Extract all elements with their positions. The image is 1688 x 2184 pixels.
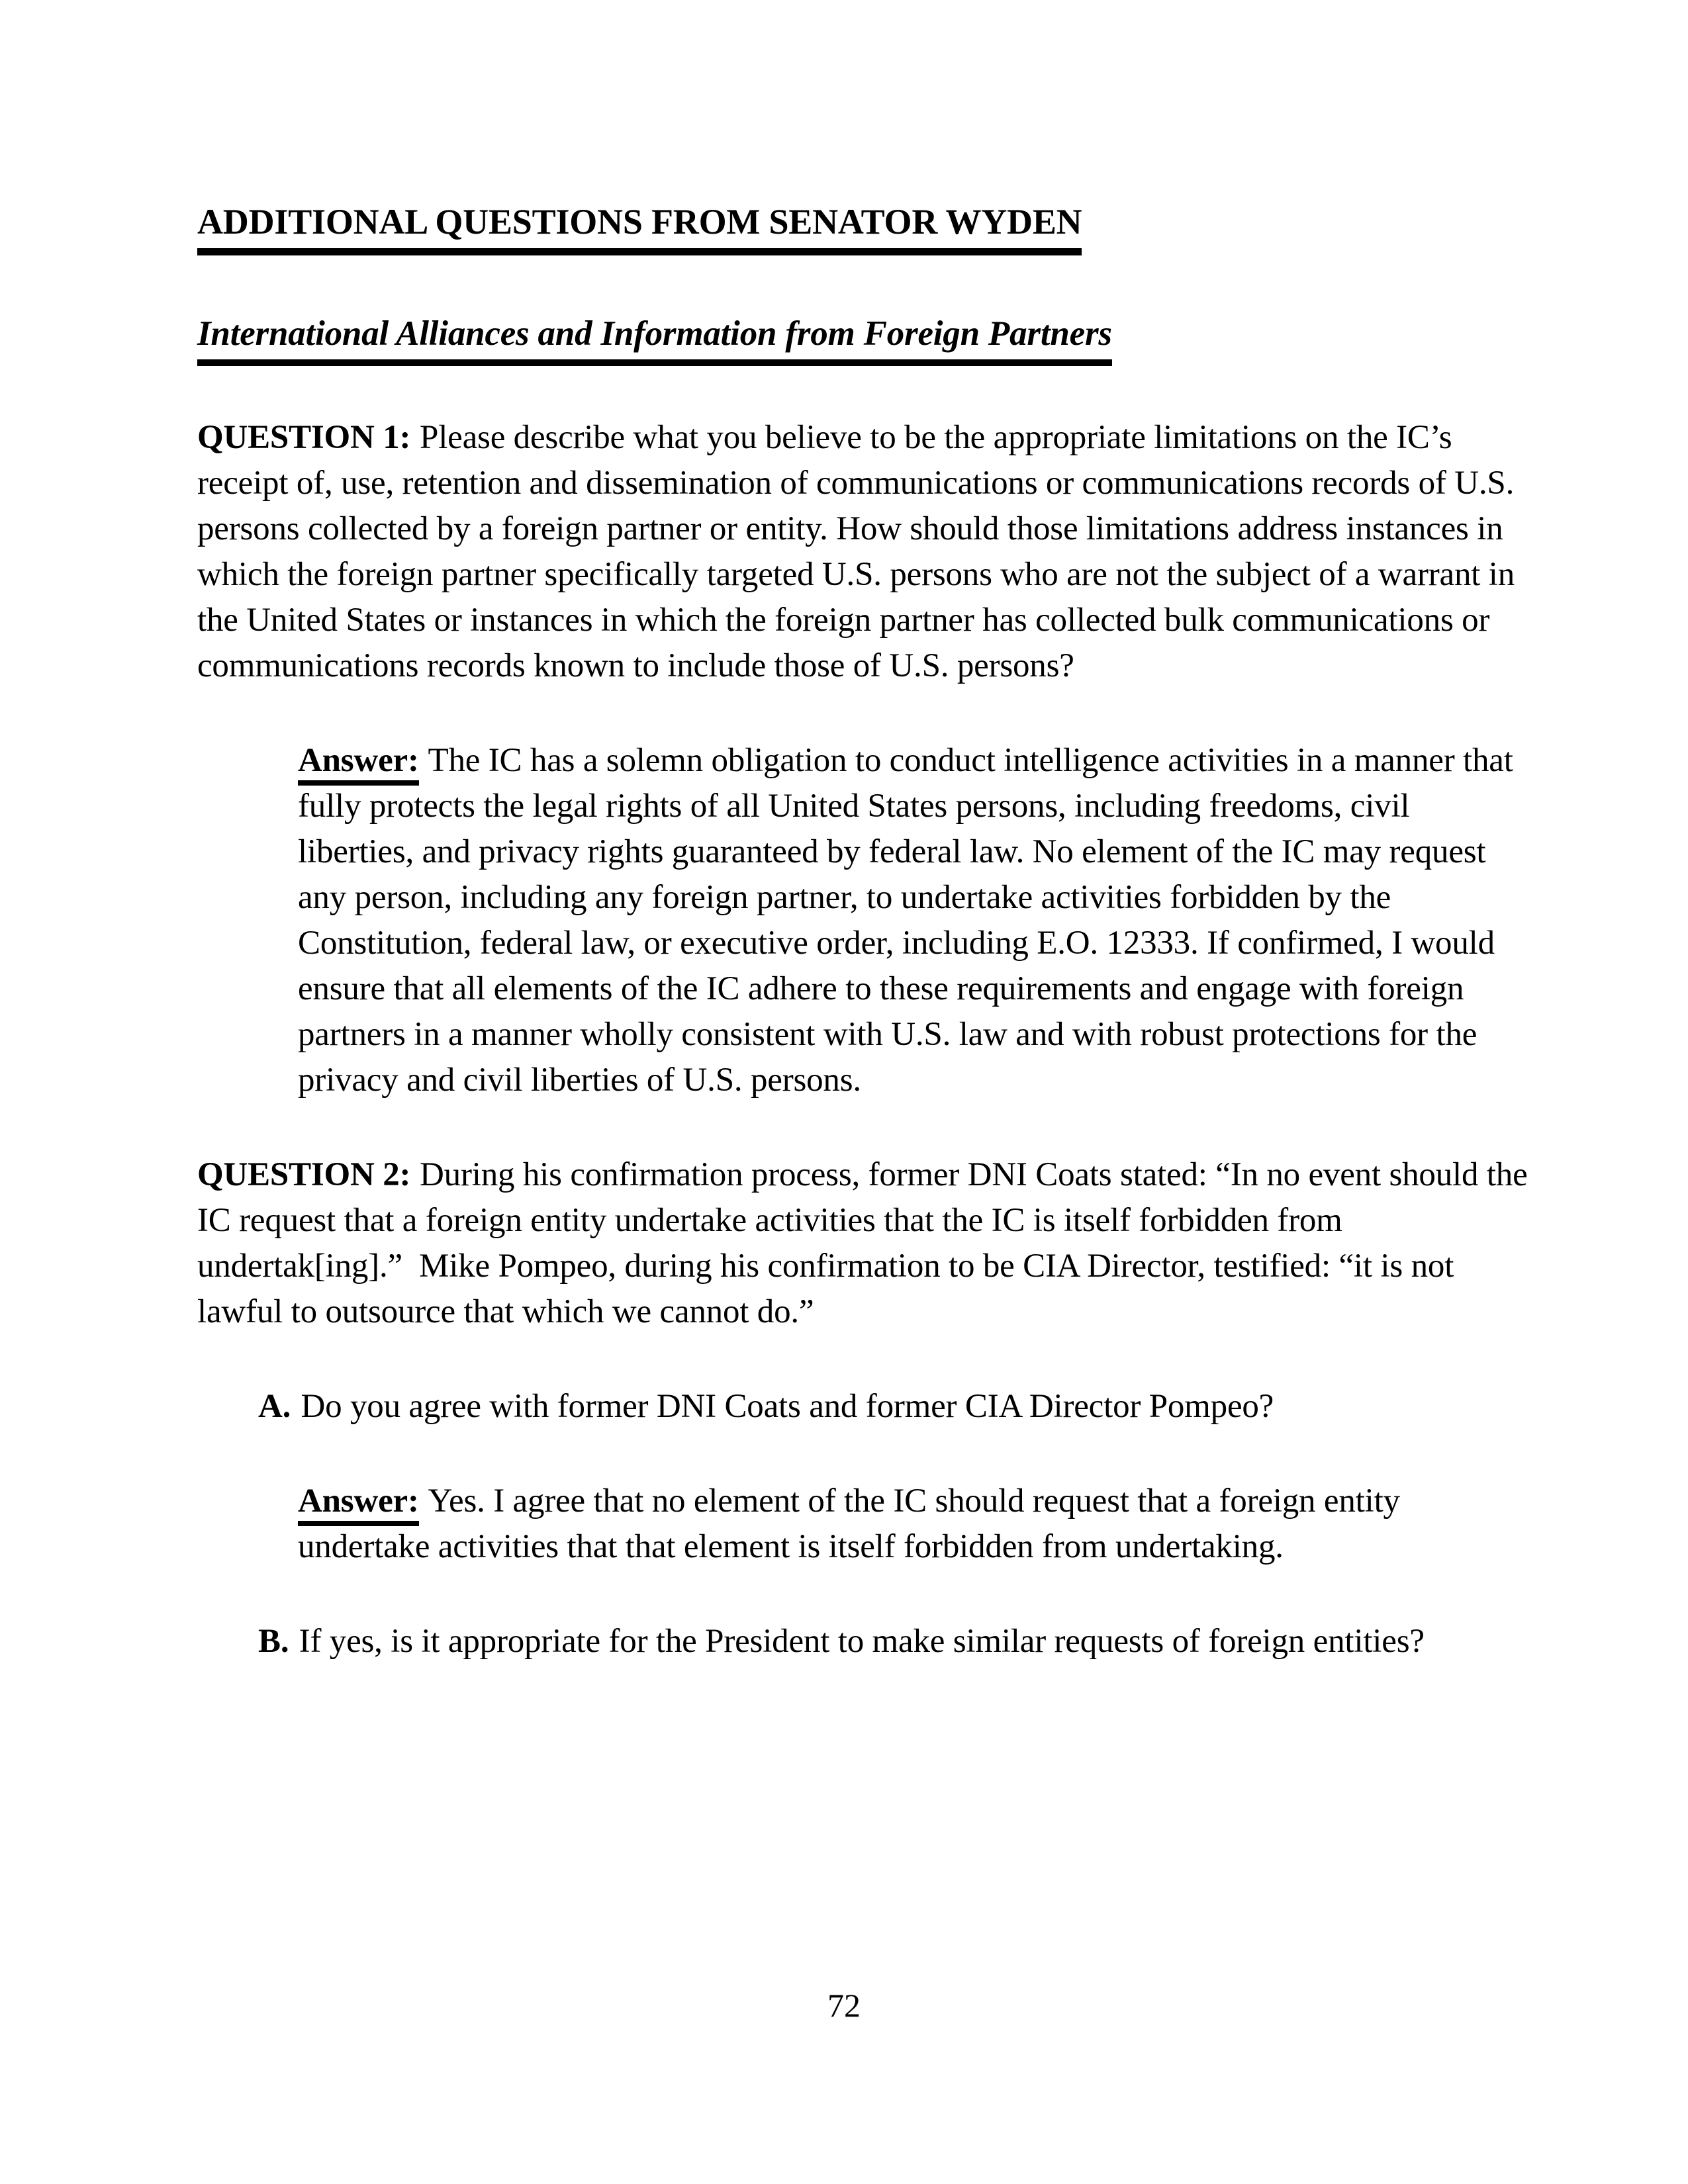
- question-2-label: QUESTION 2:: [197, 1156, 411, 1193]
- page-heading: [197, 199, 1489, 255]
- question-1-label: QUESTION 1:: [197, 419, 411, 456]
- answer-2a-label: Answer:: [298, 1482, 419, 1526]
- question-2-text: During his confirmation process, former DNI Coats stated: “In no event should the IC request that a foreign entity undertake activities that the IC is itself forbidden from undertak[ing].” Mike Pompeo, during his confirmation to be CIA Director, testified: “it is not lawful to outsource that which we cannot do.”: [197, 1156, 1528, 1330]
- section-heading-text: International Alliances and Information from Foreign Partners: [197, 311, 1112, 366]
- question-2-paragraph: [197, 1152, 1529, 1335]
- page-heading-text: ADDITIONAL QUESTIONS FROM SENATOR WYDEN: [197, 199, 1082, 255]
- question-2a-item: [258, 1384, 1529, 1430]
- answer-1-label: Answer:: [298, 742, 419, 786]
- answer-2a-text: Yes. I agree that no element of the IC should request that a foreign entity undertake activities that that element is itself forbidden from undertaking.: [298, 1482, 1400, 1565]
- answer-2a-paragraph: [298, 1479, 1529, 1570]
- question-2b-text: If yes, is it appropriate for the President to make similar requests of foreign entities?: [299, 1623, 1425, 1660]
- question-2a-text: Do you agree with former DNI Coats and former CIA Director Pompeo?: [301, 1388, 1274, 1425]
- question-1-paragraph: [197, 415, 1529, 689]
- question-2a-label: A.: [258, 1388, 291, 1425]
- answer-1-paragraph: [298, 738, 1529, 1103]
- question-2b-label: B.: [258, 1623, 289, 1660]
- question-1-text: Please describe what you believe to be the appropriate limitations on the IC’s receipt of, use, retention and dissemination of communications or communications records of U.S. persons collected by a foreign partner or entity. How should those limitations address instances in which the foreign partner specifically targeted U.S. persons who are not the subject of a warrant in the United States or instances in which the foreign partner has collected bulk communications or communications records known to include those of U.S. persons?: [197, 419, 1515, 684]
- answer-1-text: The IC has a solemn obligation to conduct intelligence activities in a manner that fully protects the legal rights of all United States persons, including freedoms, civil liberties, and privacy rights guaranteed by federal law. No element of the IC may request any person, including any foreign partner, to undertake activities forbidden by the Constitution, federal law, or executive order, including E.O. 12333. If confirmed, I would ensure that all elements of the IC adhere to these requirements and engage with foreign partners in a manner wholly consistent with U.S. law and with robust protections for the privacy and civil liberties of U.S. persons.: [298, 742, 1513, 1099]
- question-2b-item: [258, 1619, 1529, 1664]
- section-heading: [197, 311, 1489, 366]
- page-number: 72: [827, 1987, 861, 2024]
